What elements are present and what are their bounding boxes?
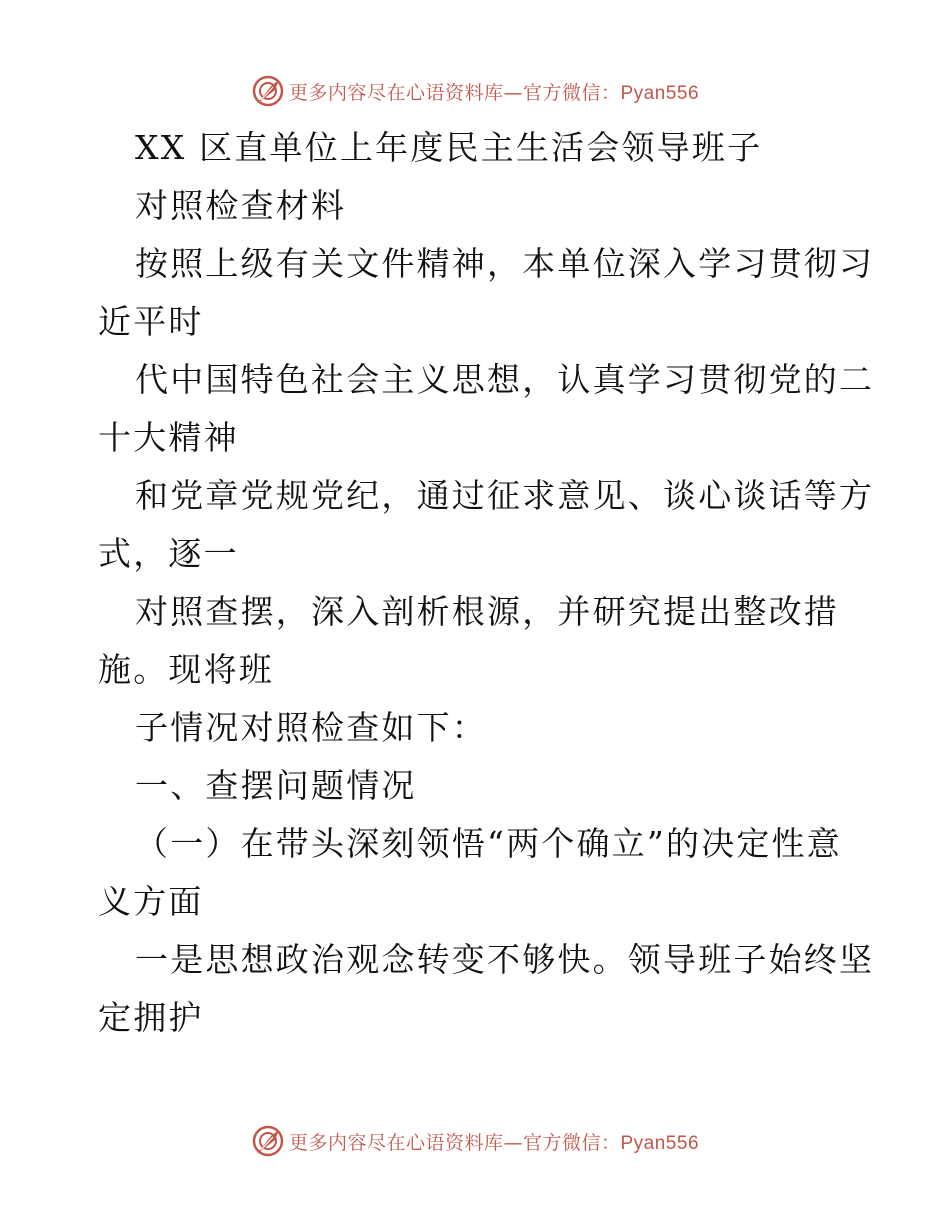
quill-logo-icon: [251, 1124, 285, 1158]
section-heading: 一、查摆问题情况: [135, 766, 417, 805]
paragraph-line: 式，逐一: [98, 534, 239, 573]
subsection-heading: （一）在带头深刻领悟“两个确立”的决定性意: [135, 824, 842, 863]
header-watermark: [0, 74, 950, 108]
watermark-text: 更多内容尽在心语资料库—官方微信：Pyan556: [288, 81, 700, 104]
watermark-text: 更多内容尽在心语资料库—官方微信：Pyan556: [288, 1131, 700, 1154]
paragraph-line: 一是思想政治观念转变不够快。领导班子始终坚: [135, 940, 875, 979]
paragraph-line: 施。现将班: [98, 650, 274, 689]
paragraph-line: 子情况对照检查如下：: [135, 708, 487, 747]
subsection-heading-cont: 义方面: [98, 882, 204, 921]
paragraph-line: 定拥护: [98, 998, 204, 1037]
paragraph-line: 代中国特色社会主义思想，认真学习贯彻党的二: [135, 360, 875, 399]
paragraph-line: 十大精神: [98, 418, 239, 457]
paragraph-line: 按照上级有关文件精神，本单位深入学习贯彻习: [135, 244, 875, 283]
paragraph-line: 和党章党规党纪，通过征求意见、谈心谈话等方: [135, 476, 875, 515]
document-subtitle: 对照检查材料: [135, 186, 347, 225]
quill-logo-icon: [251, 74, 285, 108]
paragraph-line: 近平时: [98, 302, 204, 341]
document-title: XX 区直单位上年度民主生活会领导班子: [135, 128, 763, 167]
footer-watermark: [0, 1124, 950, 1158]
paragraph-line: 对照查摆，深入剖析根源，并研究提出整改措: [135, 592, 839, 631]
